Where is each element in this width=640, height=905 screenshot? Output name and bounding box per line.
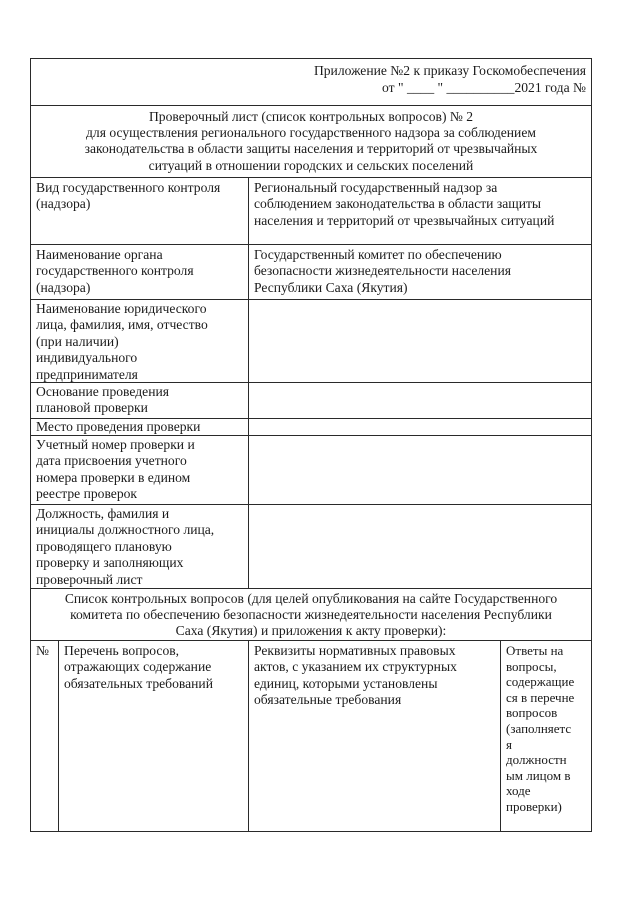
row-basis-label: Основание проведения плановой проверки	[36, 384, 169, 416]
title-line1: Проверочный лист (список контрольных вопросов) № 2	[148, 109, 474, 124]
separator-after-header	[30, 105, 592, 106]
row-control-type-label: Вид государственного контроля (надзора)	[36, 180, 221, 212]
separator-row-6	[30, 504, 592, 505]
frame-top-border	[30, 58, 592, 59]
questions-intro-line1: Список контрольных вопросов (для целей опубликования на сайте Государственного	[64, 591, 558, 606]
table-header-questions: Перечень вопросов, отражающих содержание обязательных требований	[64, 643, 213, 691]
col-divider-num	[58, 640, 59, 831]
separator-after-title	[30, 177, 592, 178]
frame-left-border	[30, 58, 31, 831]
title-line3: законодательства в области защиты населения и территорий от чрезвычайных	[84, 141, 538, 156]
separator-row-2	[30, 299, 592, 300]
row-entity-label: Наименование юридического лица, фамилия, имя, отчество (при наличии) индивидуального предпринимателя	[36, 301, 208, 382]
row-place-label: Место проведения проверки	[36, 419, 201, 434]
table-header-answers: Ответы на вопросы, содержащие ся в перечне вопросов (заполняетс я должностн ым лицом в ходе проверки)	[506, 643, 575, 814]
separator-row-7	[30, 588, 592, 589]
col-divider-requisites	[500, 640, 501, 831]
frame-bottom-border	[30, 831, 592, 832]
label-value-divider	[248, 177, 249, 588]
separator-table-head	[30, 640, 592, 641]
row-authority-label: Наименование органа государственного контроля (надзора)	[36, 247, 194, 295]
appendix-line2: от " ____ " __________2021 года №	[382, 80, 586, 95]
table-header-requisites: Реквизиты нормативных правовых актов, с указанием их структурных единиц, которыми установлены обязательные требования	[254, 643, 457, 708]
row-control-type-value: Региональный государственный надзор за соблюдением законодательства в области защиты населения и территорий от чрезвычайных ситуаций	[254, 180, 555, 228]
table-header-number: №	[36, 643, 49, 658]
title-line2: для осуществления регионального государственного надзора за соблюдением	[86, 125, 536, 140]
questions-intro-line2: комитета по обеспечению безопасности жизнедеятельности населения Республики	[70, 607, 552, 622]
title-line4: ситуаций в отношении городских и сельских поселений	[148, 158, 474, 173]
row-authority-value: Государственный комитет по обеспечению безопасности жизнедеятельности населения Республики Саха (Якутия)	[254, 247, 511, 295]
questions-intro-line3: Саха (Якутия) и приложения к акту проверки):	[175, 623, 447, 638]
row-official-label: Должность, фамилия и инициалы должностного лица, проводящего плановую проверку и заполняющих проверочный лист	[36, 506, 215, 587]
separator-row-1	[30, 244, 592, 245]
appendix-line1: Приложение №2 к приказу Госкомобеспечения	[313, 63, 586, 78]
row-registry-label: Учетный номер проверки и дата присвоения учетного номера проверки в едином реестре проверок	[36, 437, 195, 502]
frame-right-border	[591, 58, 592, 831]
col-divider-questions	[248, 640, 249, 831]
